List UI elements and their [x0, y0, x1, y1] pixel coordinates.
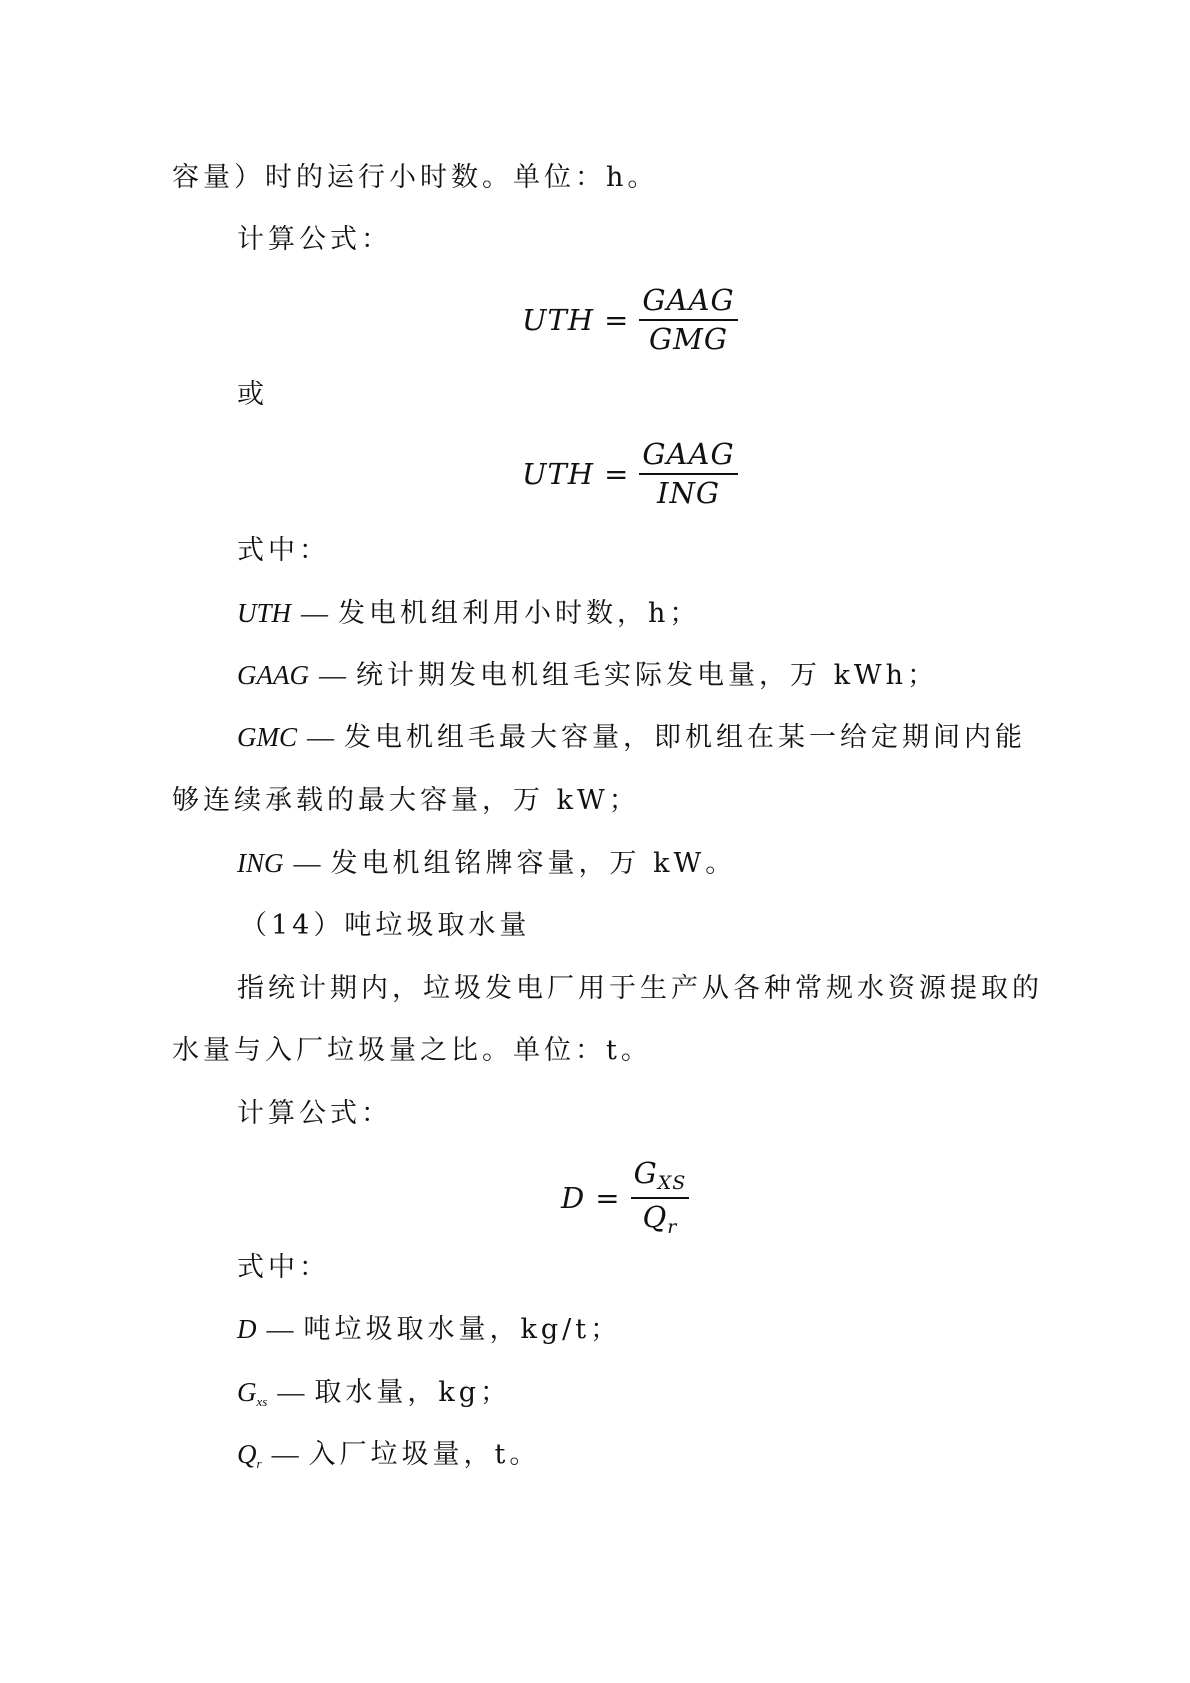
variable-term: GMC [237, 722, 297, 752]
formula-d [561, 1157, 689, 1239]
variable-subscript: xs [256, 1394, 268, 1409]
paragraph-line: 够连续承载的最大容量，万 kW； [172, 785, 640, 816]
fraction-numerator [631, 1157, 690, 1195]
definition-d [237, 1316, 621, 1343]
variable-main: Q [237, 1439, 257, 1469]
variable-main: G [237, 1377, 257, 1407]
fraction [639, 284, 737, 357]
formula-intro: 计算公式： [237, 1098, 392, 1129]
fraction-bar [639, 319, 737, 321]
definition-text: 吨垃圾取水量，kg/t； [303, 1314, 622, 1345]
paragraph-line: 水量与入厂垃圾量之比。单位：t。 [172, 1035, 652, 1066]
definition-text: 发电机组毛最大容量，即机组在某一给定期间内能 [344, 722, 1026, 753]
variable-term: UTH [237, 598, 292, 628]
definition-dash: — [307, 722, 334, 752]
definition-text: 发电机组铭牌容量，万 kW。 [330, 848, 737, 879]
numerator-subscript: XS [657, 1172, 687, 1194]
where-heading: 式中： [237, 1252, 330, 1283]
definition-text: 入厂垃圾量，t。 [308, 1439, 541, 1470]
formula-uth-ing [522, 438, 738, 511]
definition-text: 发电机组利用小时数，h； [338, 598, 701, 629]
definition-dash: — [277, 1377, 305, 1407]
definition-gaag [237, 662, 938, 689]
fraction-denominator: ING [657, 476, 720, 511]
definition-dash: — [318, 660, 346, 690]
where-heading: 式中： [237, 535, 330, 566]
fraction [631, 1157, 690, 1239]
definition-text: 取水量，kg； [314, 1377, 511, 1408]
definition-gxs [237, 1379, 511, 1408]
denominator-main: Q [642, 1199, 668, 1234]
fraction [639, 438, 737, 511]
section-heading: （14）吨垃圾取水量 [240, 910, 531, 941]
formula-equals: = [604, 457, 630, 492]
fraction-bar [631, 1197, 690, 1199]
formula-intro: 计算公式： [237, 224, 392, 255]
fraction-bar [639, 473, 737, 475]
connector-or: 或 [237, 379, 268, 410]
definition-dash: — [293, 848, 321, 878]
definition-ing [237, 850, 736, 877]
definition-dash: — [271, 1439, 299, 1469]
variable-term: ING [237, 848, 284, 878]
definition-uth [237, 600, 700, 627]
formula-uth-gmg [522, 284, 738, 357]
variable-term: D [237, 1314, 257, 1344]
definition-qr [237, 1441, 540, 1470]
fraction-numerator: GAAG [642, 283, 735, 317]
formula-lhs: D [561, 1180, 586, 1215]
paragraph-line: 容量）时的运行小时数。单位：h。 [172, 162, 659, 193]
denominator-subscript: r [667, 1215, 678, 1238]
variable-subscript: r [256, 1456, 262, 1471]
fraction-denominator: GMG [648, 322, 729, 357]
definition-text: 统计期发电机组毛实际发电量，万 kWh； [355, 660, 939, 691]
fraction-denominator [640, 1201, 681, 1239]
formula-lhs: UTH [522, 303, 595, 338]
numerator-main: G [633, 1156, 658, 1190]
variable-term [237, 1377, 267, 1407]
formula-equals: = [604, 303, 630, 338]
formula-equals: = [595, 1180, 621, 1215]
variable-term [237, 1439, 262, 1469]
definition-gmc [237, 724, 1026, 751]
definition-dash: — [266, 1314, 294, 1344]
formula-lhs: UTH [522, 457, 595, 492]
variable-term: GAAG [237, 660, 309, 690]
definition-dash: — [301, 598, 329, 628]
paragraph-line: 指统计期内，垃圾发电厂用于生产从各种常规水资源提取的 [237, 973, 1043, 1004]
fraction-numerator: GAAG [642, 437, 735, 471]
